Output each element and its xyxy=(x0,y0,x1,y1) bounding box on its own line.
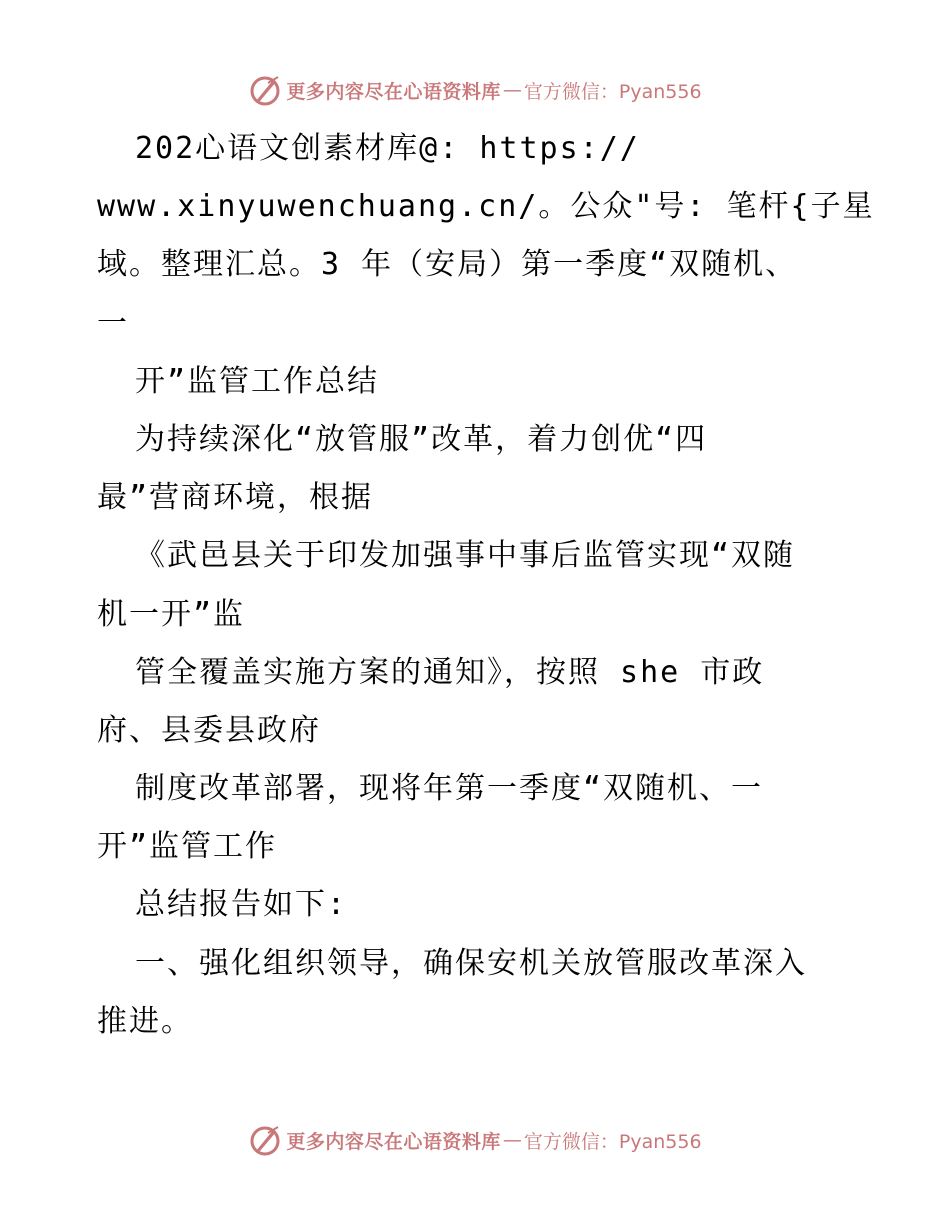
banner-wechat: 官方微信：Pyan556 xyxy=(523,80,702,103)
text-line: 202心语文创素材库@: https:// xyxy=(135,131,640,166)
text-line: 管全覆盖实施方案的通知》，按照 she 市政 xyxy=(135,654,765,690)
text-line: 一、强化组织领导，确保安机关放管服改革深入 xyxy=(135,945,807,981)
text-line: 府、县委县政府 xyxy=(97,712,321,748)
text-line: 推进。 xyxy=(97,1003,193,1039)
text-line: 《武邑县关于印发加强事中事后监管实现“双随 xyxy=(135,538,796,574)
text-line: 开”监管工作 xyxy=(97,829,278,865)
text-line: 机一开”监 xyxy=(97,596,246,632)
document-body xyxy=(97,120,875,1051)
text-line: 总结报告如下: xyxy=(135,887,348,923)
text-line: 为持续深化“放管服”改革，着力创优“四 xyxy=(135,421,708,457)
banner-text: 更多内容尽在心语资料库 xyxy=(286,80,501,103)
feather-pen-logo-icon xyxy=(248,73,282,107)
footer-watermark-banner xyxy=(0,1120,950,1160)
text-line: 一 xyxy=(97,305,129,341)
banner-dash: — xyxy=(502,79,522,101)
banner-wechat: 官方微信：Pyan556 xyxy=(523,1130,702,1153)
text-line: 域。整理汇总。3 年（安局）第一季度“双随机、 xyxy=(97,247,798,283)
banner-text: 更多内容尽在心语资料库 xyxy=(286,1130,501,1153)
header-watermark-banner xyxy=(0,70,950,110)
text-line: 制度改革部署，现将年第一季度“双随机、一 xyxy=(135,771,764,807)
feather-pen-logo-icon xyxy=(248,1123,282,1157)
text-line: 最”营商环境，根据 xyxy=(97,480,374,516)
text-line: 开”监管工作总结 xyxy=(135,363,380,399)
banner-dash: — xyxy=(502,1129,522,1151)
text-line: www.xinyuwenchuang.cn/。公众"号: 笔杆{子星 xyxy=(97,189,875,225)
